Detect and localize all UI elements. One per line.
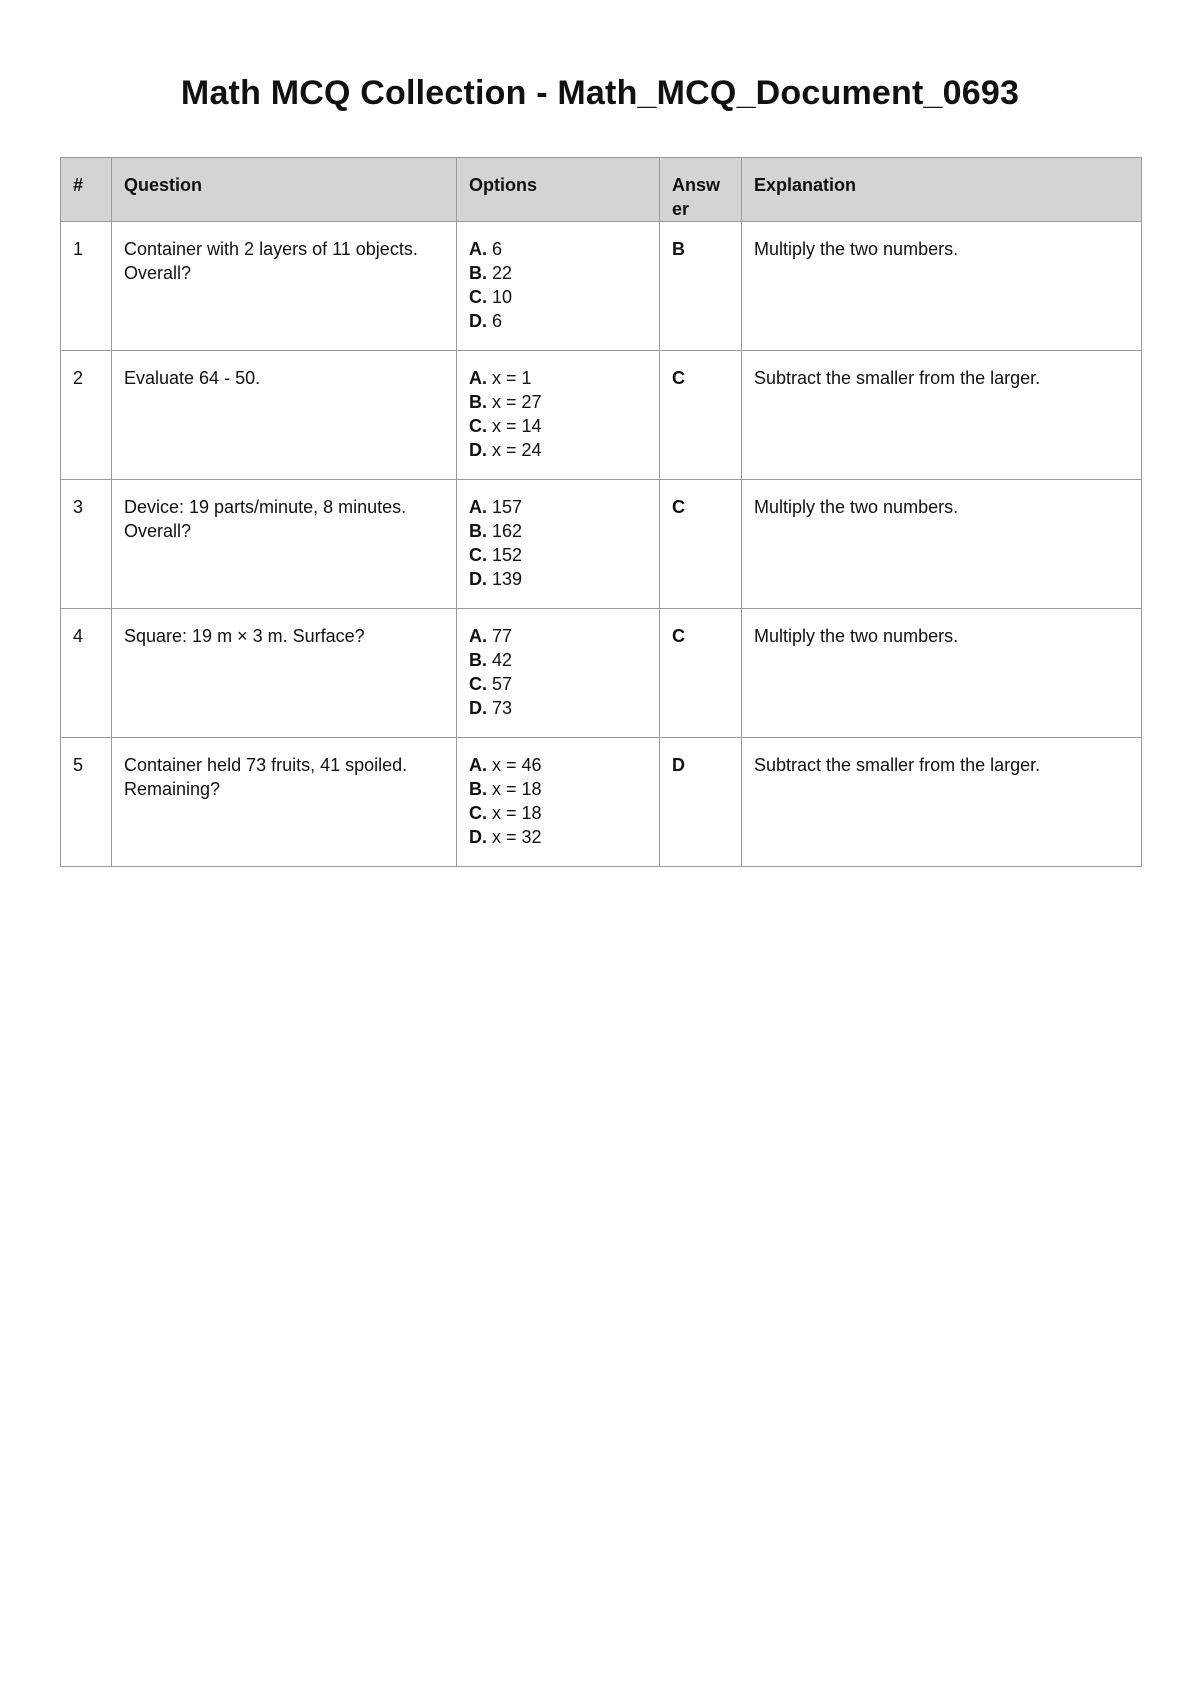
option-letter: A. xyxy=(469,239,487,259)
option-text: x = 46 xyxy=(487,755,542,775)
option-text: 57 xyxy=(487,674,513,694)
options-cell xyxy=(457,222,660,351)
option-item xyxy=(469,414,647,438)
option-letter: D. xyxy=(469,827,487,847)
option-text: 157 xyxy=(487,497,523,517)
option-item xyxy=(469,366,647,390)
page-title: Math MCQ Collection - Math_MCQ_Document_0693 xyxy=(180,74,1020,112)
option-text: x = 18 xyxy=(487,803,542,823)
option-text: 73 xyxy=(487,698,513,718)
option-item xyxy=(469,285,647,309)
option-text: 6 xyxy=(487,239,503,259)
option-letter: C. xyxy=(469,287,487,307)
option-text: 22 xyxy=(487,263,513,283)
option-item xyxy=(469,648,647,672)
option-item xyxy=(469,801,647,825)
header-answer: Answ er xyxy=(660,158,742,222)
table-row xyxy=(61,738,1142,867)
header-options: Options xyxy=(457,158,660,222)
option-letter: D. xyxy=(469,440,487,460)
option-text: 162 xyxy=(487,521,523,541)
question-text: Square: 19 m × 3 m. Surface? xyxy=(112,609,457,738)
option-letter: C. xyxy=(469,674,487,694)
option-text: 152 xyxy=(487,545,523,565)
option-text: x = 18 xyxy=(487,779,542,799)
option-letter: B. xyxy=(469,650,487,670)
option-letter: A. xyxy=(469,497,487,517)
header-row xyxy=(61,158,1142,222)
question-text: Container held 73 fruits, 41 spoiled. Remaining? xyxy=(112,738,457,867)
option-item xyxy=(469,825,647,849)
option-text: x = 32 xyxy=(487,827,542,847)
option-text: 77 xyxy=(487,626,513,646)
option-item xyxy=(469,390,647,414)
answer-letter: C xyxy=(660,609,742,738)
options-cell xyxy=(457,351,660,480)
options-cell xyxy=(457,480,660,609)
option-text: x = 1 xyxy=(487,368,532,388)
explanation-text: Subtract the smaller from the larger. xyxy=(742,351,1142,480)
option-letter: C. xyxy=(469,545,487,565)
table-body xyxy=(61,222,1142,867)
option-item xyxy=(469,237,647,261)
option-text: x = 27 xyxy=(487,392,542,412)
explanation-text: Multiply the two numbers. xyxy=(742,222,1142,351)
option-letter: C. xyxy=(469,416,487,436)
option-letter: B. xyxy=(469,521,487,541)
question-text: Evaluate 64 - 50. xyxy=(112,351,457,480)
option-letter: B. xyxy=(469,779,487,799)
question-number: 5 xyxy=(61,738,112,867)
option-letter: D. xyxy=(469,311,487,331)
answer-letter: D xyxy=(660,738,742,867)
table-row xyxy=(61,222,1142,351)
option-text: 42 xyxy=(487,650,513,670)
header-number: # xyxy=(61,158,112,222)
question-text: Device: 19 parts/minute, 8 minutes. Overall? xyxy=(112,480,457,609)
header-explanation: Explanation xyxy=(742,158,1142,222)
question-number: 3 xyxy=(61,480,112,609)
table-header xyxy=(61,158,1142,222)
option-letter: B. xyxy=(469,263,487,283)
table-row xyxy=(61,609,1142,738)
header-question: Question xyxy=(112,158,457,222)
option-item xyxy=(469,696,647,720)
question-number: 2 xyxy=(61,351,112,480)
explanation-text: Subtract the smaller from the larger. xyxy=(742,738,1142,867)
option-item xyxy=(469,495,647,519)
option-text: 139 xyxy=(487,569,523,589)
option-letter: D. xyxy=(469,569,487,589)
option-item xyxy=(469,624,647,648)
option-letter: A. xyxy=(469,368,487,388)
option-item xyxy=(469,672,647,696)
option-text: x = 24 xyxy=(487,440,542,460)
option-item xyxy=(469,519,647,543)
option-text: 6 xyxy=(487,311,503,331)
answer-letter: B xyxy=(660,222,742,351)
option-item xyxy=(469,309,647,333)
question-number: 4 xyxy=(61,609,112,738)
option-item xyxy=(469,567,647,591)
options-cell xyxy=(457,609,660,738)
explanation-text: Multiply the two numbers. xyxy=(742,609,1142,738)
option-text: 10 xyxy=(487,287,513,307)
option-item xyxy=(469,261,647,285)
option-letter: B. xyxy=(469,392,487,412)
answer-letter: C xyxy=(660,351,742,480)
options-cell xyxy=(457,738,660,867)
option-item xyxy=(469,753,647,777)
option-letter: D. xyxy=(469,698,487,718)
answer-letter: C xyxy=(660,480,742,609)
option-text: x = 14 xyxy=(487,416,542,436)
option-letter: A. xyxy=(469,626,487,646)
explanation-text: Multiply the two numbers. xyxy=(742,480,1142,609)
question-number: 1 xyxy=(61,222,112,351)
option-item xyxy=(469,543,647,567)
option-letter: A. xyxy=(469,755,487,775)
option-letter: C. xyxy=(469,803,487,823)
mcq-table xyxy=(60,157,1142,867)
question-text: Container with 2 layers of 11 objects. Overall? xyxy=(112,222,457,351)
table-row xyxy=(61,351,1142,480)
table-row xyxy=(61,480,1142,609)
option-item xyxy=(469,438,647,462)
option-item xyxy=(469,777,647,801)
